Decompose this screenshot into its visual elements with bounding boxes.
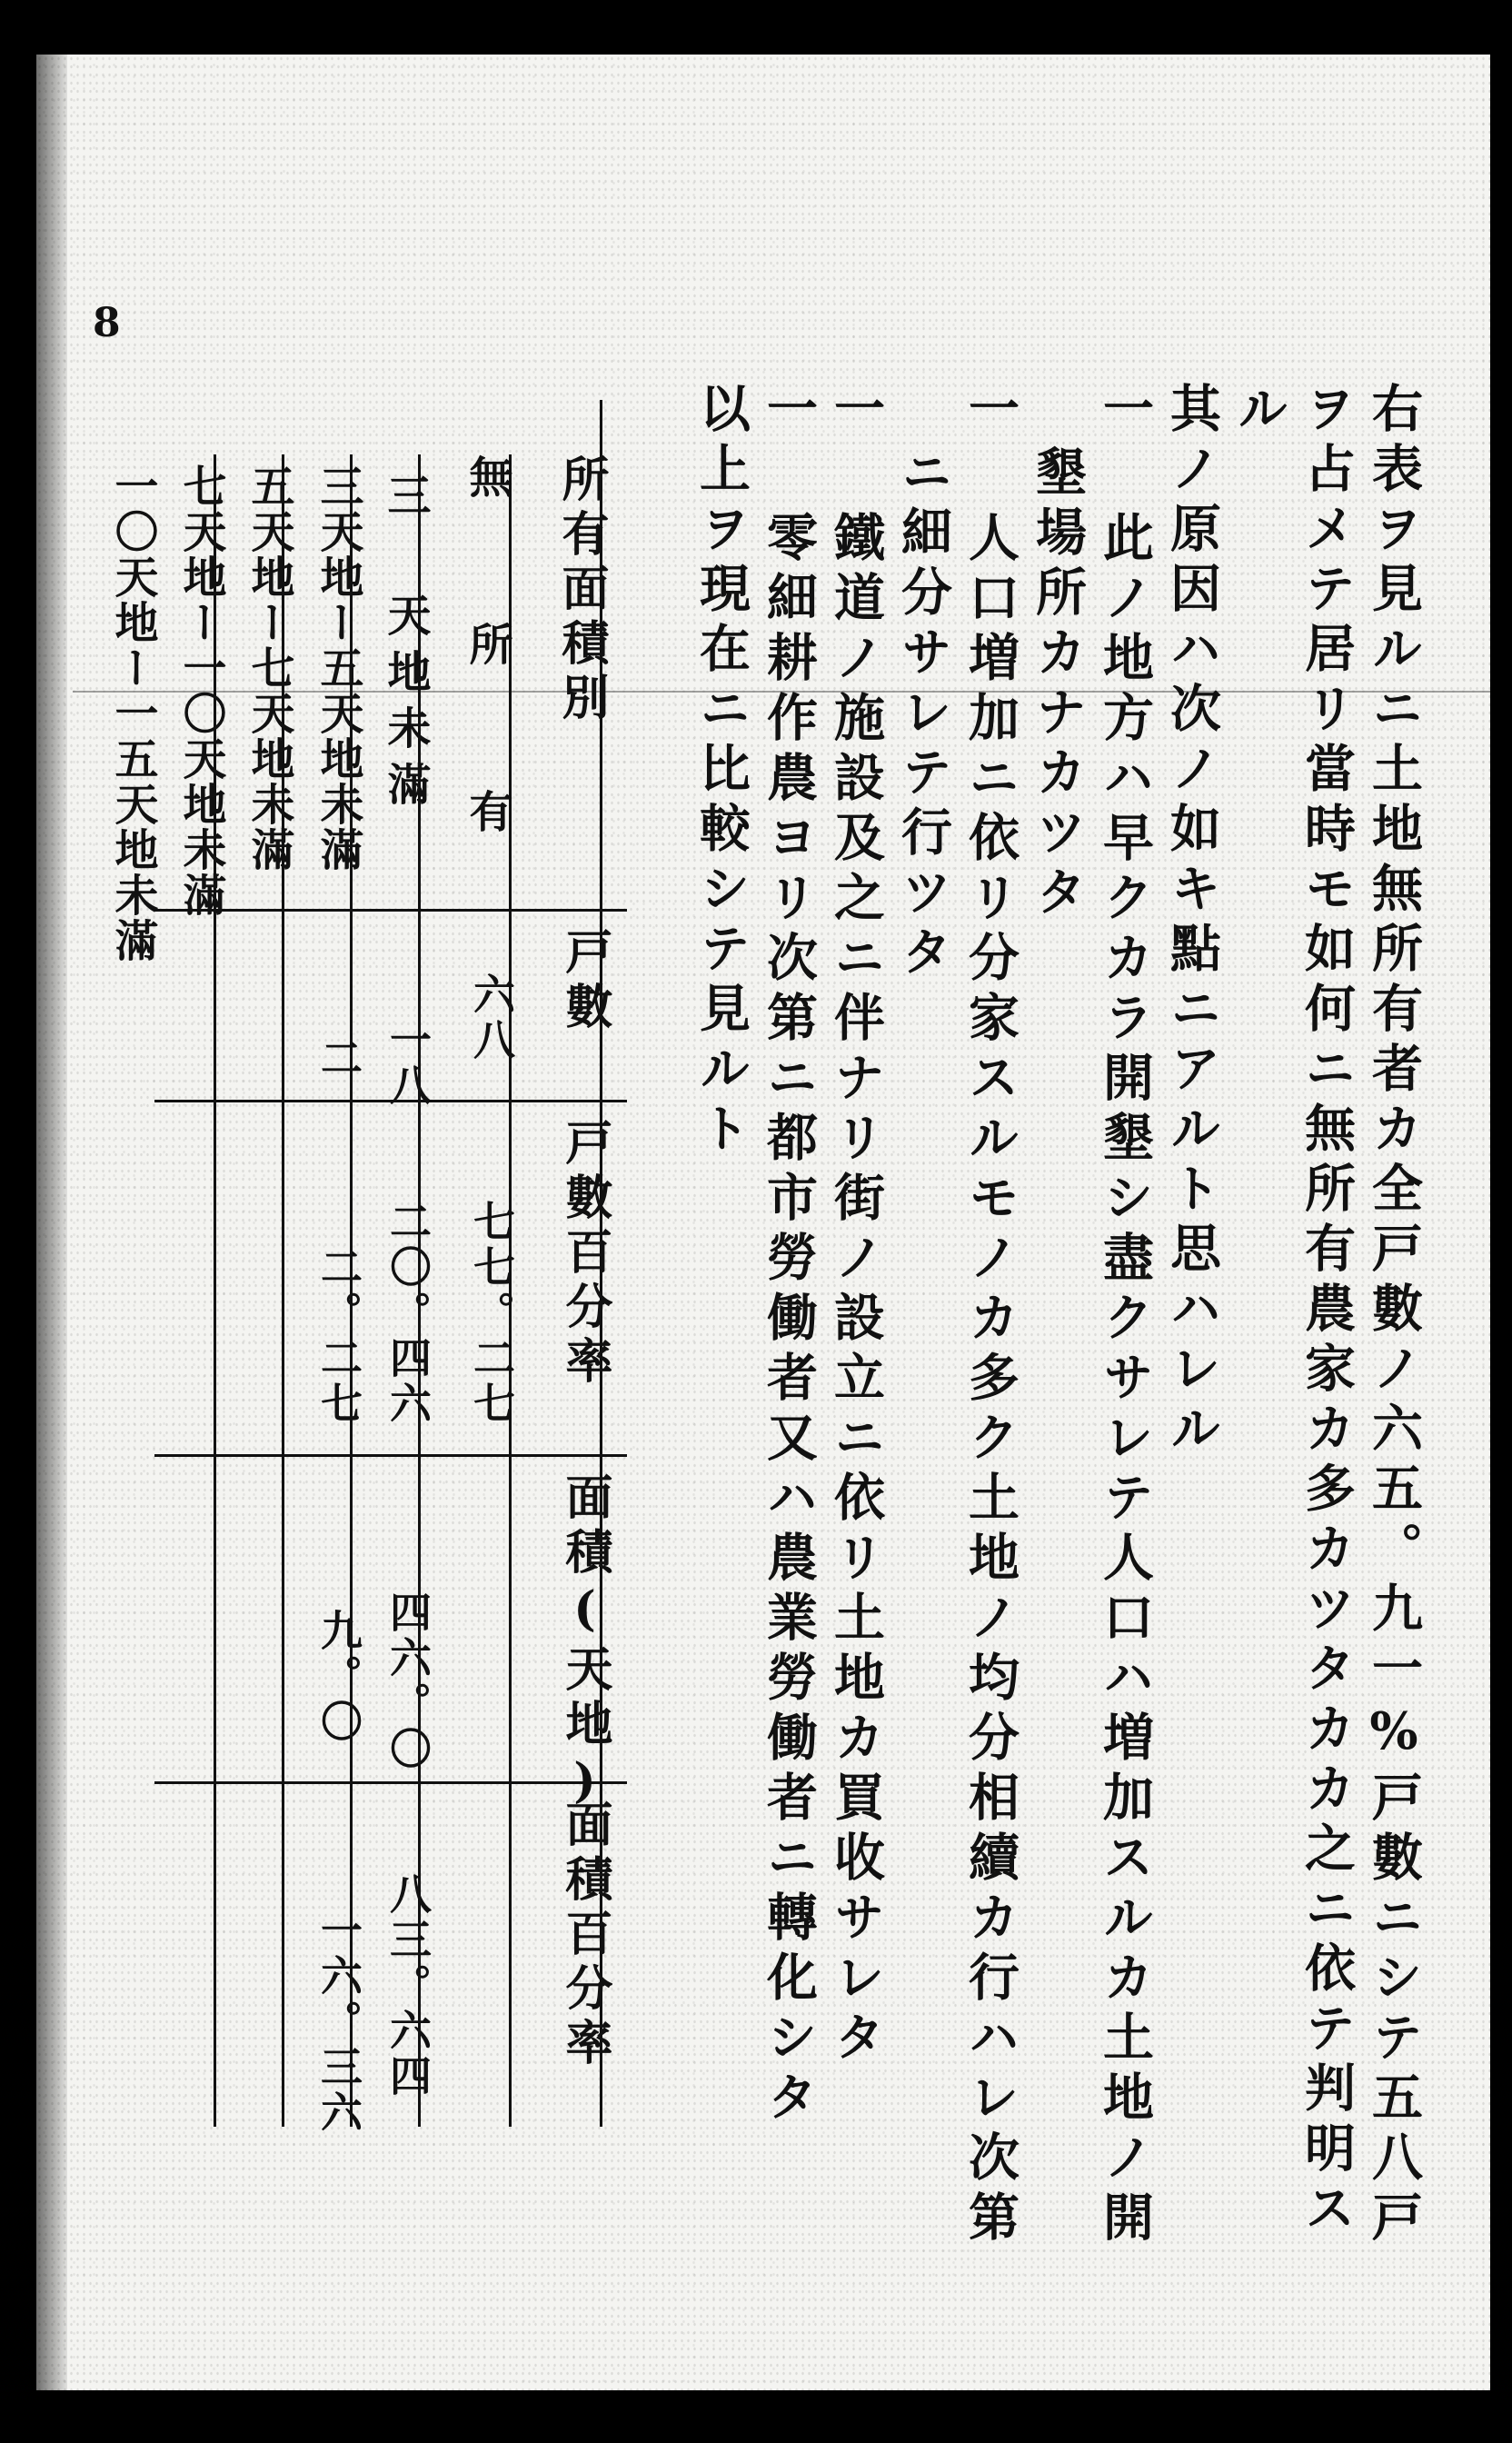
body-column: ヲ占メテ居リ當時モ如何ニ無所有農家カ多カツタカカ之ニ依テ判明ス xyxy=(1297,382,1357,2241)
body-column: 一 零細耕作農ヨリ次第ニ都市勞働者又ハ農業勞働者ニ轉化シタ xyxy=(759,382,819,2130)
table-row-label: 七天地ー一〇天地未滿 xyxy=(175,464,226,918)
table-cell-area: 四六。〇 xyxy=(383,1590,433,1772)
table-header-area: 面積(天地) xyxy=(557,1472,612,1816)
table-cell-household-pct: 二〇。四六 xyxy=(383,1200,433,1427)
body-column: ル xyxy=(1229,382,1289,442)
table-row-label: 三 天地未滿 xyxy=(380,473,431,818)
table-cell-area-pct: 八三。六四 xyxy=(383,1872,433,2099)
body-column: ニ細分サレテ行ツタ xyxy=(893,445,953,985)
page-number: 8 xyxy=(93,300,121,346)
table-header-households: 戸數 xyxy=(557,927,612,1036)
table-cell-area-pct: 一六。三六 xyxy=(314,1909,363,2136)
table-cell-households: 六八 xyxy=(467,972,516,1063)
table-row-label: 五天地ー七天地未滿 xyxy=(244,464,294,872)
table-cell-households: 二 xyxy=(314,1036,363,1082)
document-page xyxy=(36,55,1490,2390)
body-column: 一 鐵道ノ施設及之ニ伴ナリ街ノ設立ニ依リ土地カ買收サレタ xyxy=(826,382,886,2070)
table-row-label: 三天地ー五天地未滿 xyxy=(313,464,363,872)
body-column: 其ノ原因ハ次ノ如キ點ニアルト思ハレル xyxy=(1162,382,1222,1461)
table-cell-households: 一八 xyxy=(383,1018,433,1109)
table-cell-household-pct: 二。二七 xyxy=(314,1245,363,1427)
body-column: 右表ヲ見ルニ土地無所有者カ全戸數ノ六五。九一%戸數ニシテ五八戸 xyxy=(1364,382,1424,2250)
table-header-category: 所有面積別 xyxy=(553,454,609,727)
table-row-label: 無 所 有 xyxy=(462,454,512,869)
body-column: 一 人口増加ニ依リ分家スルモノカ多ク土地ノ均分相續カ行ハレ次第 xyxy=(960,382,1020,2250)
body-column: 一 此ノ地方ハ早クカラ開墾シ盡クサレテ人口ハ増加スルカ土地ノ開 xyxy=(1095,382,1155,2250)
table-header-household-pct: 戸數百分率 xyxy=(557,1118,612,1391)
body-column: 墾場所カナカツタ xyxy=(1028,445,1088,925)
table-header-area-pct: 面積百分率 xyxy=(557,1800,612,2072)
table-row-label: 一〇天地ー一五天地未滿 xyxy=(107,464,158,963)
table-line xyxy=(154,1454,627,1457)
binding-shadow xyxy=(36,55,67,2390)
table-cell-area: 九。〇 xyxy=(314,1609,363,1745)
body-column: 以上ヲ現在ニ比較シテ見ルト xyxy=(691,382,751,1162)
table-cell-household-pct: 七七。二七 xyxy=(467,1200,516,1427)
